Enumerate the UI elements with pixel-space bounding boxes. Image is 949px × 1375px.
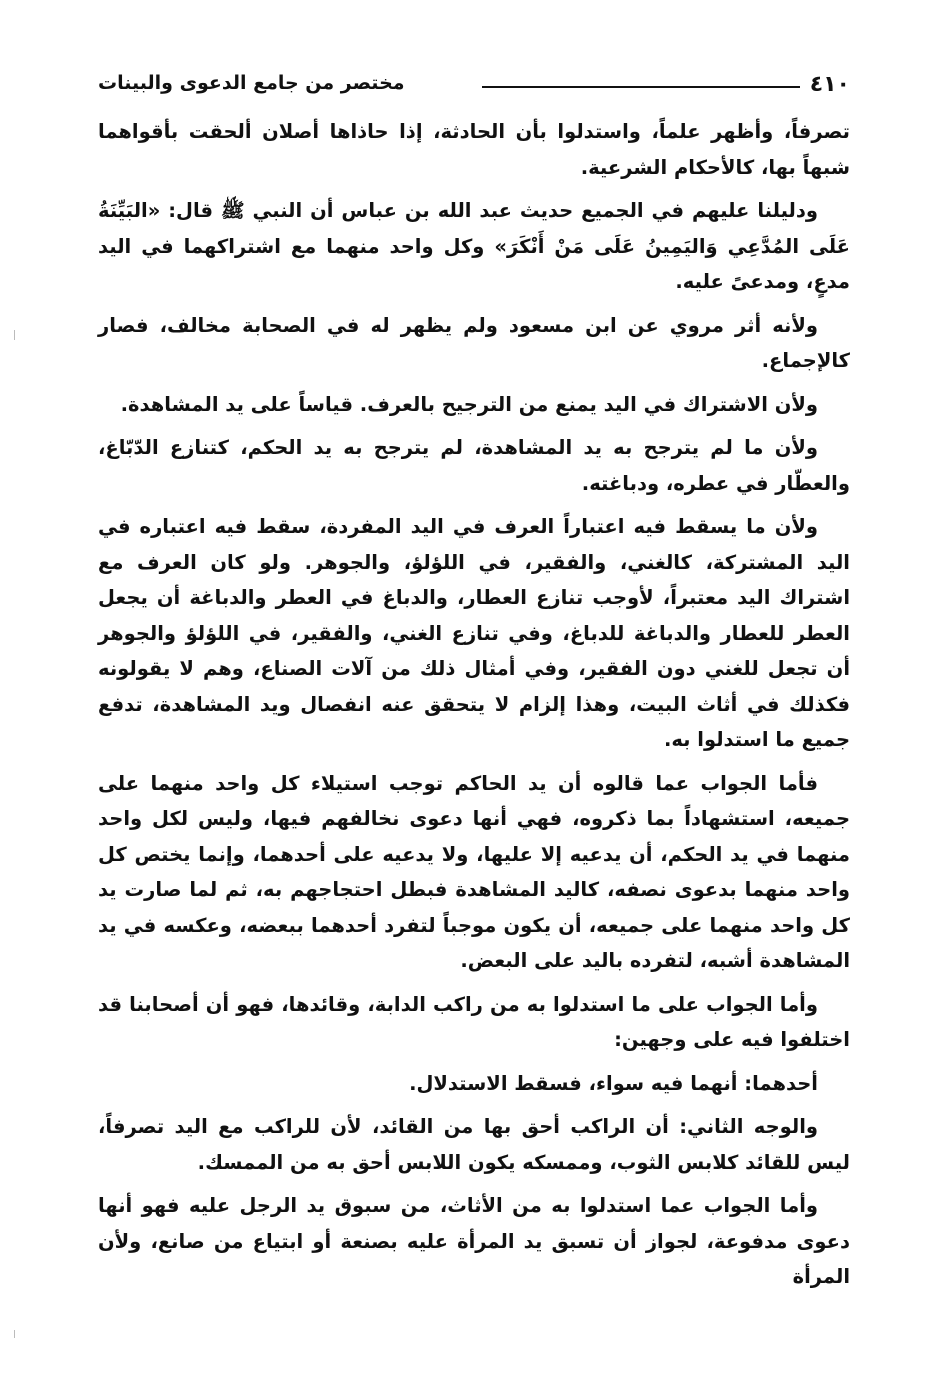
paragraph-8: وأما الجواب على ما استدلوا به من راكب الدابة، وقائدها، فهو أن أصحابنا قد اختلفوا فيه على وجهين: — [98, 992, 850, 1051]
paragraph-1: تصرفاً، وأظهر علماً، واستدلوا بأن الحادثة، إذا حاذاها أصلان ألحقت بأقواهما شبهاً بها، كالأحكام الشرعية. — [98, 120, 850, 179]
page-number: ٤١٠ — [809, 72, 850, 97]
body-text — [98, 114, 850, 1303]
margin-speck — [14, 1330, 15, 1338]
paragraph-6: ولأن ما يسقط فيه اعتباراً العرف في اليد المفردة، سقط فيه اعتباره في اليد المشتركة، كالغني، والفقير، في اللؤلؤ، والجوهر. ولو كان العرف مع اشتراك اليد معتبراً، لأوجب تنازع العطار، والدباغ في العطر والدباغة أن يجعل العطر للعطار والدباغة للدباغ، وفي تنازع الغني، والفقير، في اللؤلؤ والجوهر أن تجعل للغني دون الفقير، وفي أمثال ذلك من آلات الصناع، وهم لا يقولونه فكذلك في أثاث البيت، وهذا إلزام لا يتحقق عنه انفصال ويد المشاهدة، تدفع جميع ما استدلوا به. — [98, 515, 850, 751]
paragraph-5: ولأن ما لم يترجح به يد المشاهدة، لم يترجح به يد الحكم، كتنازع الدّبّاغ، والعطّار في عطره، ودباغته. — [98, 436, 850, 495]
paragraph-10: والوجه الثاني: أن الراكب أحق بها من القائد، لأن للراكب مع اليد تصرفاً، ليس للقائد كلابس الثوب، وممسكه يكون اللابس أحق به من الممسك. — [98, 1115, 850, 1174]
paragraph-3: ولأنه أثر مروي عن ابن مسعود ولم يظهر له في الصحابة مخالف، فصار كالإجماع. — [98, 313, 850, 372]
paragraph-9: أحدهما: أنهما فيه سواء، فسقط الاستدلال. — [409, 1071, 818, 1095]
paragraph-2: ودليلنا عليهم في الجميع حديث عبد الله بن عباس أن النبي ﷺ قال: «البَيِّنَةُ عَلَى المُدَّعِي وَاليَمِينُ عَلَى مَنْ أَنْكَرَ» وكل واحد منهما مع اشتراكهما في اليد مدعٍ، ومدعىً عليه. — [98, 199, 850, 293]
paragraph-11: وأما الجواب عما استدلوا به من الأثاث، من سبوق يد الرجل عليه فهو أنها دعوى مدفوعة، لجواز أن تسبق يد المرأة عليه بصنعة أو ابتياع من صانع، ولأن المرأة — [98, 1194, 850, 1288]
header-rule — [482, 86, 800, 88]
margin-speck — [14, 330, 15, 340]
running-title: مختصر من جامع الدعوى والبينات — [98, 72, 405, 94]
paragraph-4: ولأن الاشتراك في اليد يمنع من الترجيح بالعرف. قياساً على يد المشاهدة. — [120, 392, 818, 416]
page-header — [98, 70, 850, 110]
paragraph-7: فأما الجواب عما قالوه أن يد الحاكم توجب استيلاء كل واحد منهما على جميعه، استشهاداً بما ذكروه، فهي أنها دعوى نخالفهم فيها، وليس لكل واحد منهما في يد الحكم، أن يدعيه إلا عليها، ولا يدعيه على أحدهما، وإنما يختص كل واحد منهما بدعوى نصفه، كاليد المشاهدة فبطل احتجاجهم به، ثم لما صارت يد كل واحد منهما على جميعه، أن يكون موجباً لتفرد أحدهما ببعضه، وعكسه في يد المشاهدة أشبه، لتفرده باليد على البعض. — [98, 771, 850, 972]
